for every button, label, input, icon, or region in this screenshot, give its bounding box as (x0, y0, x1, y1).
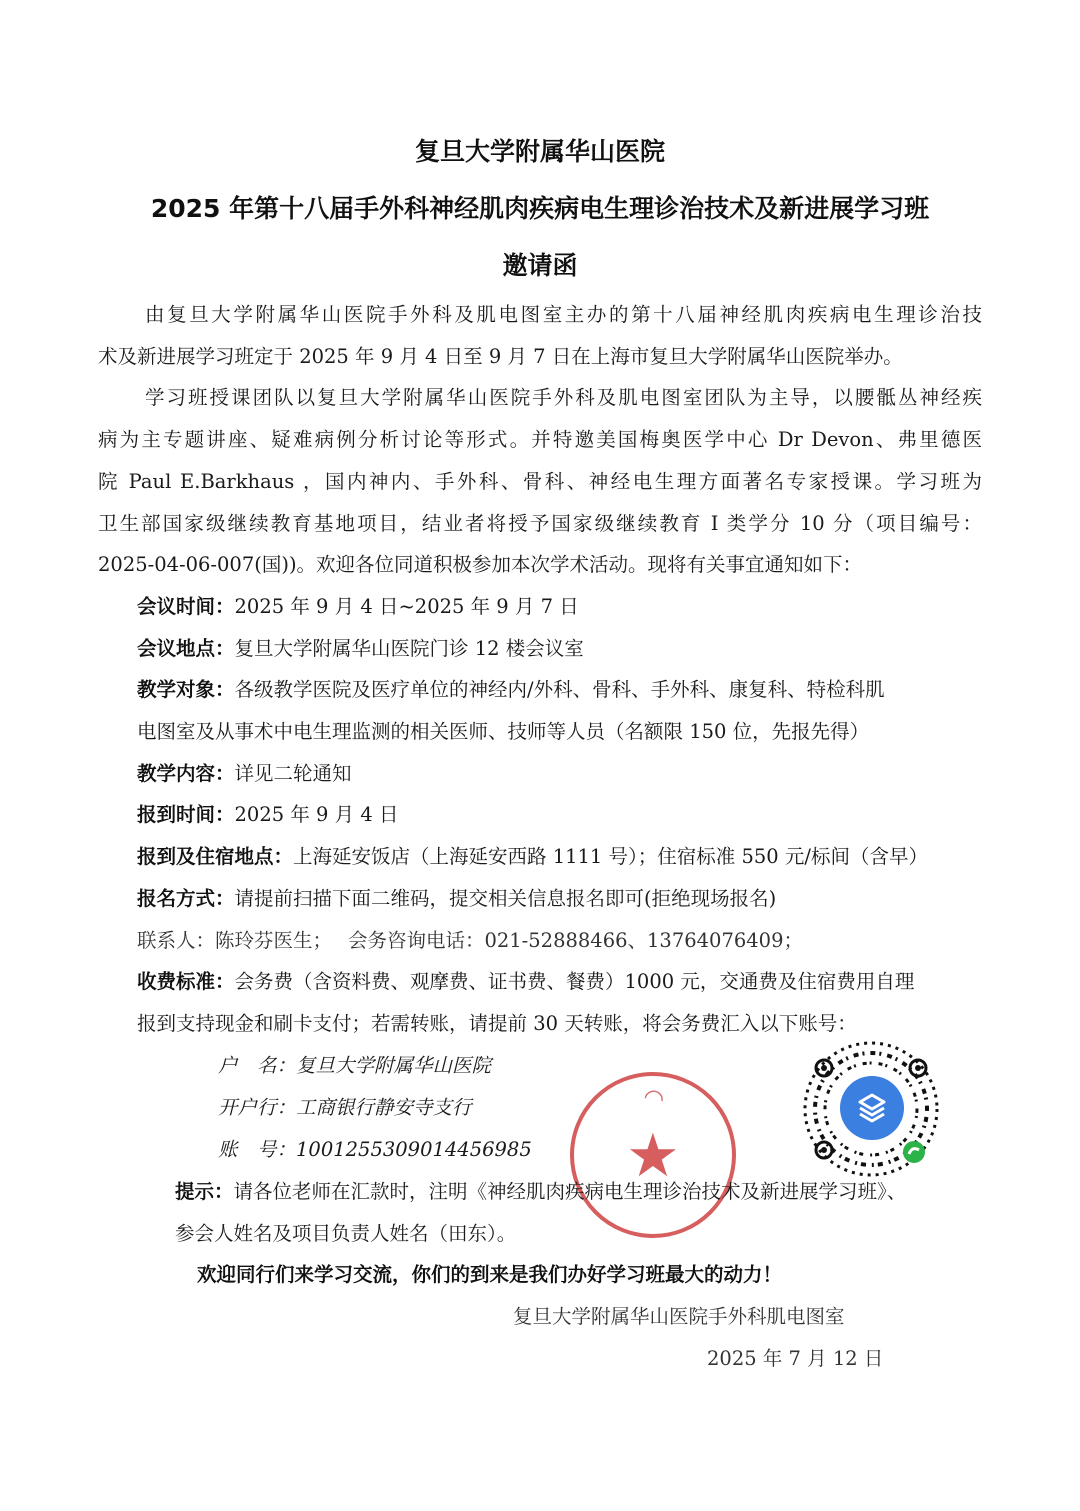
star-icon: ★ (626, 1121, 680, 1191)
signup-method: 报名方式：请提前扫描下面二维码，提交相关信息报名即可(拒绝现场报名) (137, 887, 777, 910)
paragraph-line: 学习班授课团队以复旦大学附属华山医院手外科及肌电图室团队为主导，以腰骶丛神经疾 (145, 386, 982, 409)
bank-account-name: 户 名：复旦大学附属华山医院 (218, 1054, 492, 1077)
audience: 教学对象：各级教学医院及医疗单位的神经内/外科、骨科、手外科、康复科、特检科肌 (137, 678, 885, 701)
signature-date: 2025 年 7 月 12 日 (707, 1347, 884, 1370)
bank-branch: 开户行：工商银行静安寺支行 (218, 1096, 472, 1119)
official-seal-stamp: ◠ ★ (570, 1072, 736, 1238)
contact-info: 联系人：陈玲芬医生； 会务咨询电话：021-52888466、13764076409； (137, 929, 803, 952)
meeting-venue: 会议地点：复旦大学附属华山医院门诊 12 楼会议室 (137, 637, 584, 660)
audience-cont: 电图室及从事术中电生理监测的相关医师、技师等人员（名额限 150 位，先报先得） (137, 720, 870, 743)
closing-welcome: 欢迎同行们来学习交流，你们的到来是我们办好学习班最大的动力！ (197, 1263, 783, 1286)
signup-qr-code[interactable] (800, 1040, 942, 1178)
paragraph-line: 卫生部国家级继续教育基地项目，结业者将授予国家级继续教育 I 类学分 10 分（项目编号： (98, 512, 982, 535)
paragraph-line: 术及新进展学习班定于 2025 年 9 月 4 日至 9 月 7 日在上海市复旦大学附属华山医院举办。 (98, 345, 903, 368)
hotel: 报到及住宿地点：上海延安饭店（上海延安西路 1111 号）；住宿标准 550 元/标间（含早） (137, 845, 928, 868)
payment-tip: 提示：请各位老师在汇款时，注明《神经肌肉疾病电生理诊治技术及新进展学习班》、 (175, 1180, 907, 1203)
fee-payment: 报到支持现金和刷卡支付；若需转账，请提前 30 天转账，将会务费汇入以下账号： (137, 1012, 857, 1035)
paragraph-line: 院 Paul E.Barkhaus ，国内神内、手外科、骨科、神经电生理方面著名专家授课。学习班为 (98, 470, 982, 493)
paragraph-line: 病为主专题讲座、疑难病例分析讨论等形式。并特邀美国梅奥医学中心 Dr Devon、弗里德医 (98, 428, 982, 451)
paragraph-line: 2025-04-06-007(国))。欢迎各位同道积极参加本次学术活动。现将有关事宜通知如下： (98, 553, 863, 576)
fee-standard: 收费标准：会务费（含资料费、观摩费、证书费、餐费）1000 元，交通费及住宿费用自理 (137, 970, 915, 993)
title-hospital: 复旦大学附属华山医院 (414, 137, 665, 166)
paragraph-line: 由复旦大学附属华山医院手外科及肌电图室主办的第十八届神经肌肉疾病电生理诊治技 (145, 303, 982, 326)
meeting-time: 会议时间：2025 年 9 月 4 日~2025 年 9 月 7 日 (137, 595, 579, 618)
teaching-content: 教学内容：详见二轮通知 (137, 762, 352, 785)
payment-tip-cont: 参会人姓名及项目负责人姓名（田东）。 (175, 1222, 517, 1245)
title-course: 2025 年第十八届手外科神经肌肉疾病电生理诊治技术及新进展学习班 (150, 194, 930, 223)
bank-account-number: 账 号：1001255309014456985 (218, 1138, 532, 1161)
title-invitation: 邀请函 (502, 251, 578, 280)
checkin-time: 报到时间：2025 年 9 月 4 日 (137, 803, 399, 826)
signature-department: 复旦大学附属华山医院手外科肌电图室 (513, 1305, 845, 1328)
